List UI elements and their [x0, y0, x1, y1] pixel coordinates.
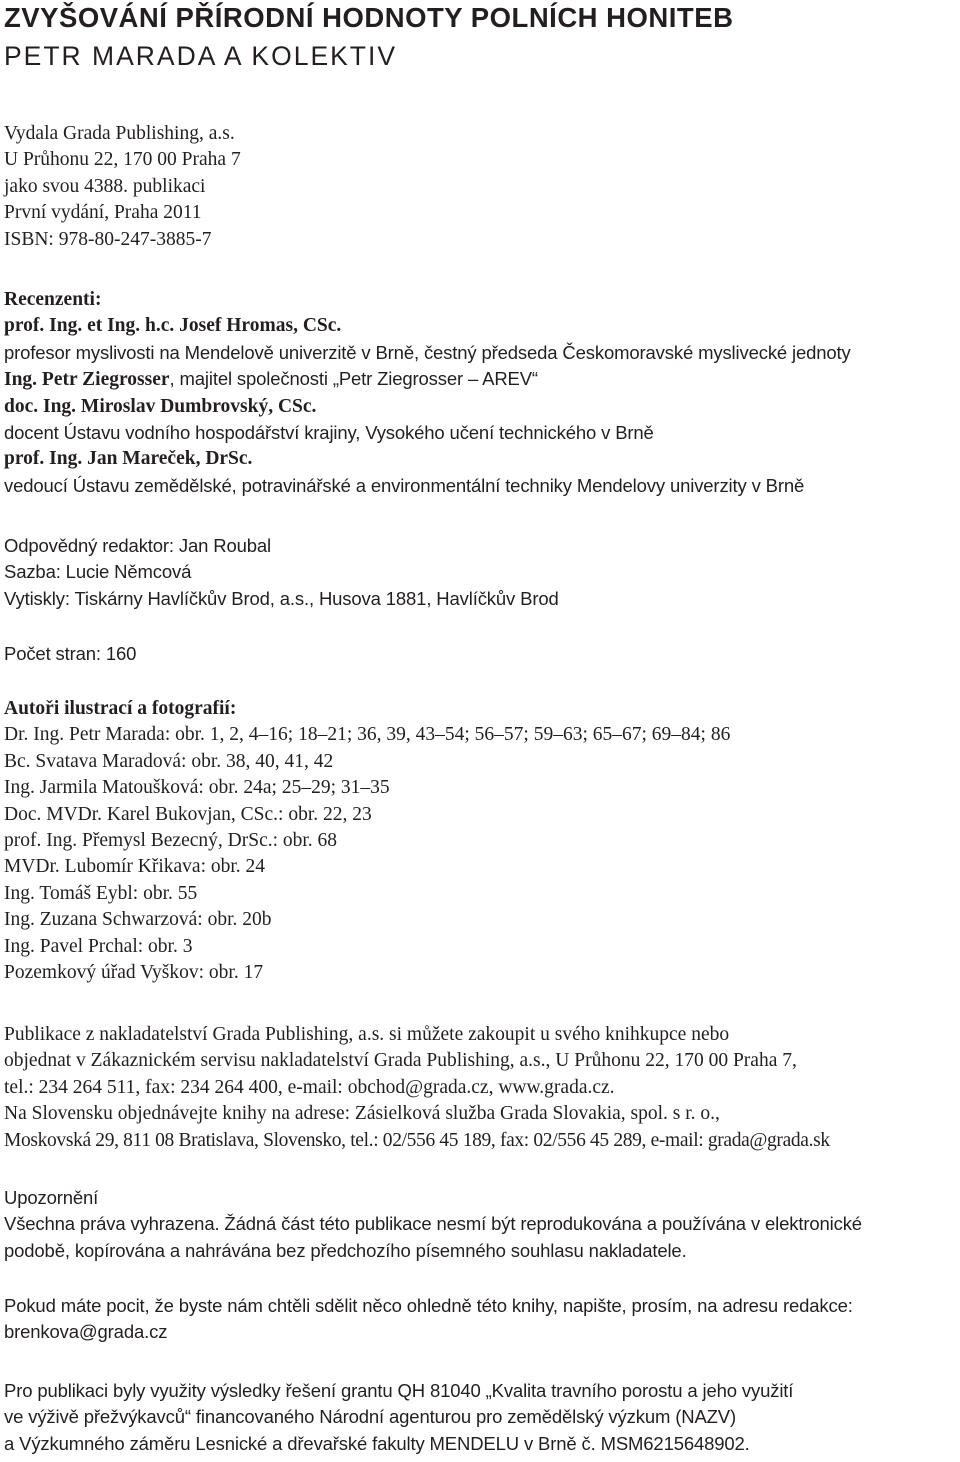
page-count-section	[4, 641, 956, 667]
grant-section	[4, 1378, 956, 1457]
illustration-credit: Ing. Zuzana Schwarzová: obr. 20b	[4, 909, 272, 931]
reviewer-name: prof. Ing. et Ing. h.c. Josef Hromas, CSc.	[4, 315, 342, 337]
grant-text: a Výzkumného záměru Lesnické a dřevařské fakulty MENDELU v Brně č. MSM6215648902.	[4, 1432, 750, 1454]
edition: První vydání, Praha 2011	[4, 202, 202, 224]
illustration-credit: Ing. Pavel Prchal: obr. 3	[4, 935, 193, 957]
copyright-notice	[4, 1185, 956, 1264]
editor-credit: Odpovědný redaktor: Jan Roubal	[4, 535, 272, 556]
book-title: ZVYŠOVÁNÍ PŘÍRODNÍ HODNOTY POLNÍCH HONITEB	[4, 2, 734, 33]
illustration-credit: MVDr. Lubomír Křikava: obr. 24	[4, 856, 266, 878]
illustration-credit: Doc. MVDr. Karel Bukovjan, CSc.: obr. 22, 23	[4, 803, 372, 825]
feedback-email: brenkova@grada.cz	[4, 1321, 168, 1343]
publisher-address: U Průhonu 22, 170 00 Praha 7	[4, 149, 241, 171]
illustration-credit: Pozemkový úřad Vyškov: obr. 17	[4, 962, 264, 984]
publisher-info	[4, 121, 956, 253]
printer-credit: Vytiskly: Tiskárny Havlíčkův Brod, a.s., Husova 1881, Havlíčkův Brod	[4, 587, 559, 609]
purchase-info	[4, 1022, 956, 1154]
notice-text: podobě, kopírována a nahrávána bez předchozího písemného souhlasu nakladatele.	[4, 1239, 687, 1261]
feedback-section	[4, 1293, 956, 1346]
isbn: ISBN: 978-80-247-3885-7	[4, 228, 212, 250]
reviewer-role: , majitel společnosti „Petr Ziegrosser – AREV“	[169, 368, 538, 390]
reviewer-entry	[4, 366, 956, 393]
illustration-credit: Ing. Tomáš Eybl: obr. 55	[4, 882, 198, 904]
reviewer-name: prof. Ing. Jan Mareček, DrSc.	[4, 448, 253, 470]
grant-text: ve výživě přežvýkavců“ financovaného Národní agenturou pro zemědělský výzkum (NAZV)	[4, 1406, 736, 1428]
illustrations-section	[4, 696, 956, 986]
illustration-credit: prof. Ing. Přemysl Bezecný, DrSc.: obr. 68	[4, 830, 338, 852]
illustration-credit: Bc. Svatava Maradová: obr. 38, 40, 41, 42	[4, 750, 334, 772]
notice-heading: Upozornění	[4, 1187, 99, 1208]
grant-text: Pro publikaci byly využity výsledky řešení grantu QH 81040 „Kvalita travního porostu a jeho využití	[4, 1380, 794, 1401]
purchase-line: Publikace z nakladatelství Grada Publishing, a.s. si můžete zakoupit u svého knihkupce nebo	[4, 1024, 730, 1045]
reviewers-heading: Recenzenti:	[4, 289, 102, 310]
reviewer-role: docent Ústavu vodního hospodářství krajiny, Vysokého učení technického v Brně	[4, 422, 654, 444]
book-authors: PETR MARADA A KOLEKTIV	[4, 41, 398, 71]
typesetting-credit: Sazba: Lucie Němcová	[4, 561, 192, 583]
publication-number: jako svou 4388. publikaci	[4, 175, 206, 197]
feedback-text: Pokud máte pocit, že byste nám chtěli sdělit něco ohledně této knihy, napište, prosím, na adresu redakce:	[4, 1295, 853, 1316]
page-count: Počet stran: 160	[4, 643, 137, 664]
illustration-credit: Dr. Ing. Petr Marada: obr. 1, 2, 4–16; 18–21; 36, 39, 43–54; 56–57; 59–63; 65–67; 69–84; 86	[4, 724, 731, 746]
purchase-line: objednat v Zákaznickém servisu nakladatelství Grada Publishing, a.s., U Průhonu 22, 170 00 Praha 7,	[4, 1050, 797, 1072]
reviewer-role: profesor myslivosti na Mendelově univerzitě v Brně, čestný předseda Českomoravské myslivecké jednoty	[4, 341, 851, 363]
reviewer-name: doc. Ing. Miroslav Dumbrovský, CSc.	[4, 395, 317, 417]
illustrations-heading: Autoři ilustrací a fotografií:	[4, 698, 237, 719]
notice-text: Všechna práva vyhrazena. Žádná část této publikace nesmí být reprodukována a používána v elektronické	[4, 1213, 862, 1235]
purchase-slovakia: Na Slovensku objednávejte knihy na adrese: Zásielková služba Grada Slovakia, spol. s r. o.,	[4, 1103, 720, 1125]
reviewer-name: Ing. Petr Ziegrosser	[4, 369, 170, 391]
reviewer-role: vedoucí Ústavu zemědělské, potravinářské a environmentální techniky Mendelovy univerzity v Brně	[4, 474, 805, 496]
purchase-contact: tel.: 234 264 511, fax: 234 264 400, e-mail: obchod@grada.cz, www.grada.cz.	[4, 1076, 615, 1098]
reviewers-section	[4, 287, 956, 499]
purchase-slovakia-contact: Moskovská 29, 811 08 Bratislava, Slovensko, tel.: 02/556 45 189, fax: 02/556 45 289, e-mail: grada@grada.sk	[4, 1129, 830, 1151]
illustration-credit: Ing. Jarmila Matoušková: obr. 24a; 25–29; 31–35	[4, 777, 390, 799]
publisher-line: Vydala Grada Publishing, a.s.	[4, 123, 235, 144]
production-credits	[4, 533, 956, 612]
